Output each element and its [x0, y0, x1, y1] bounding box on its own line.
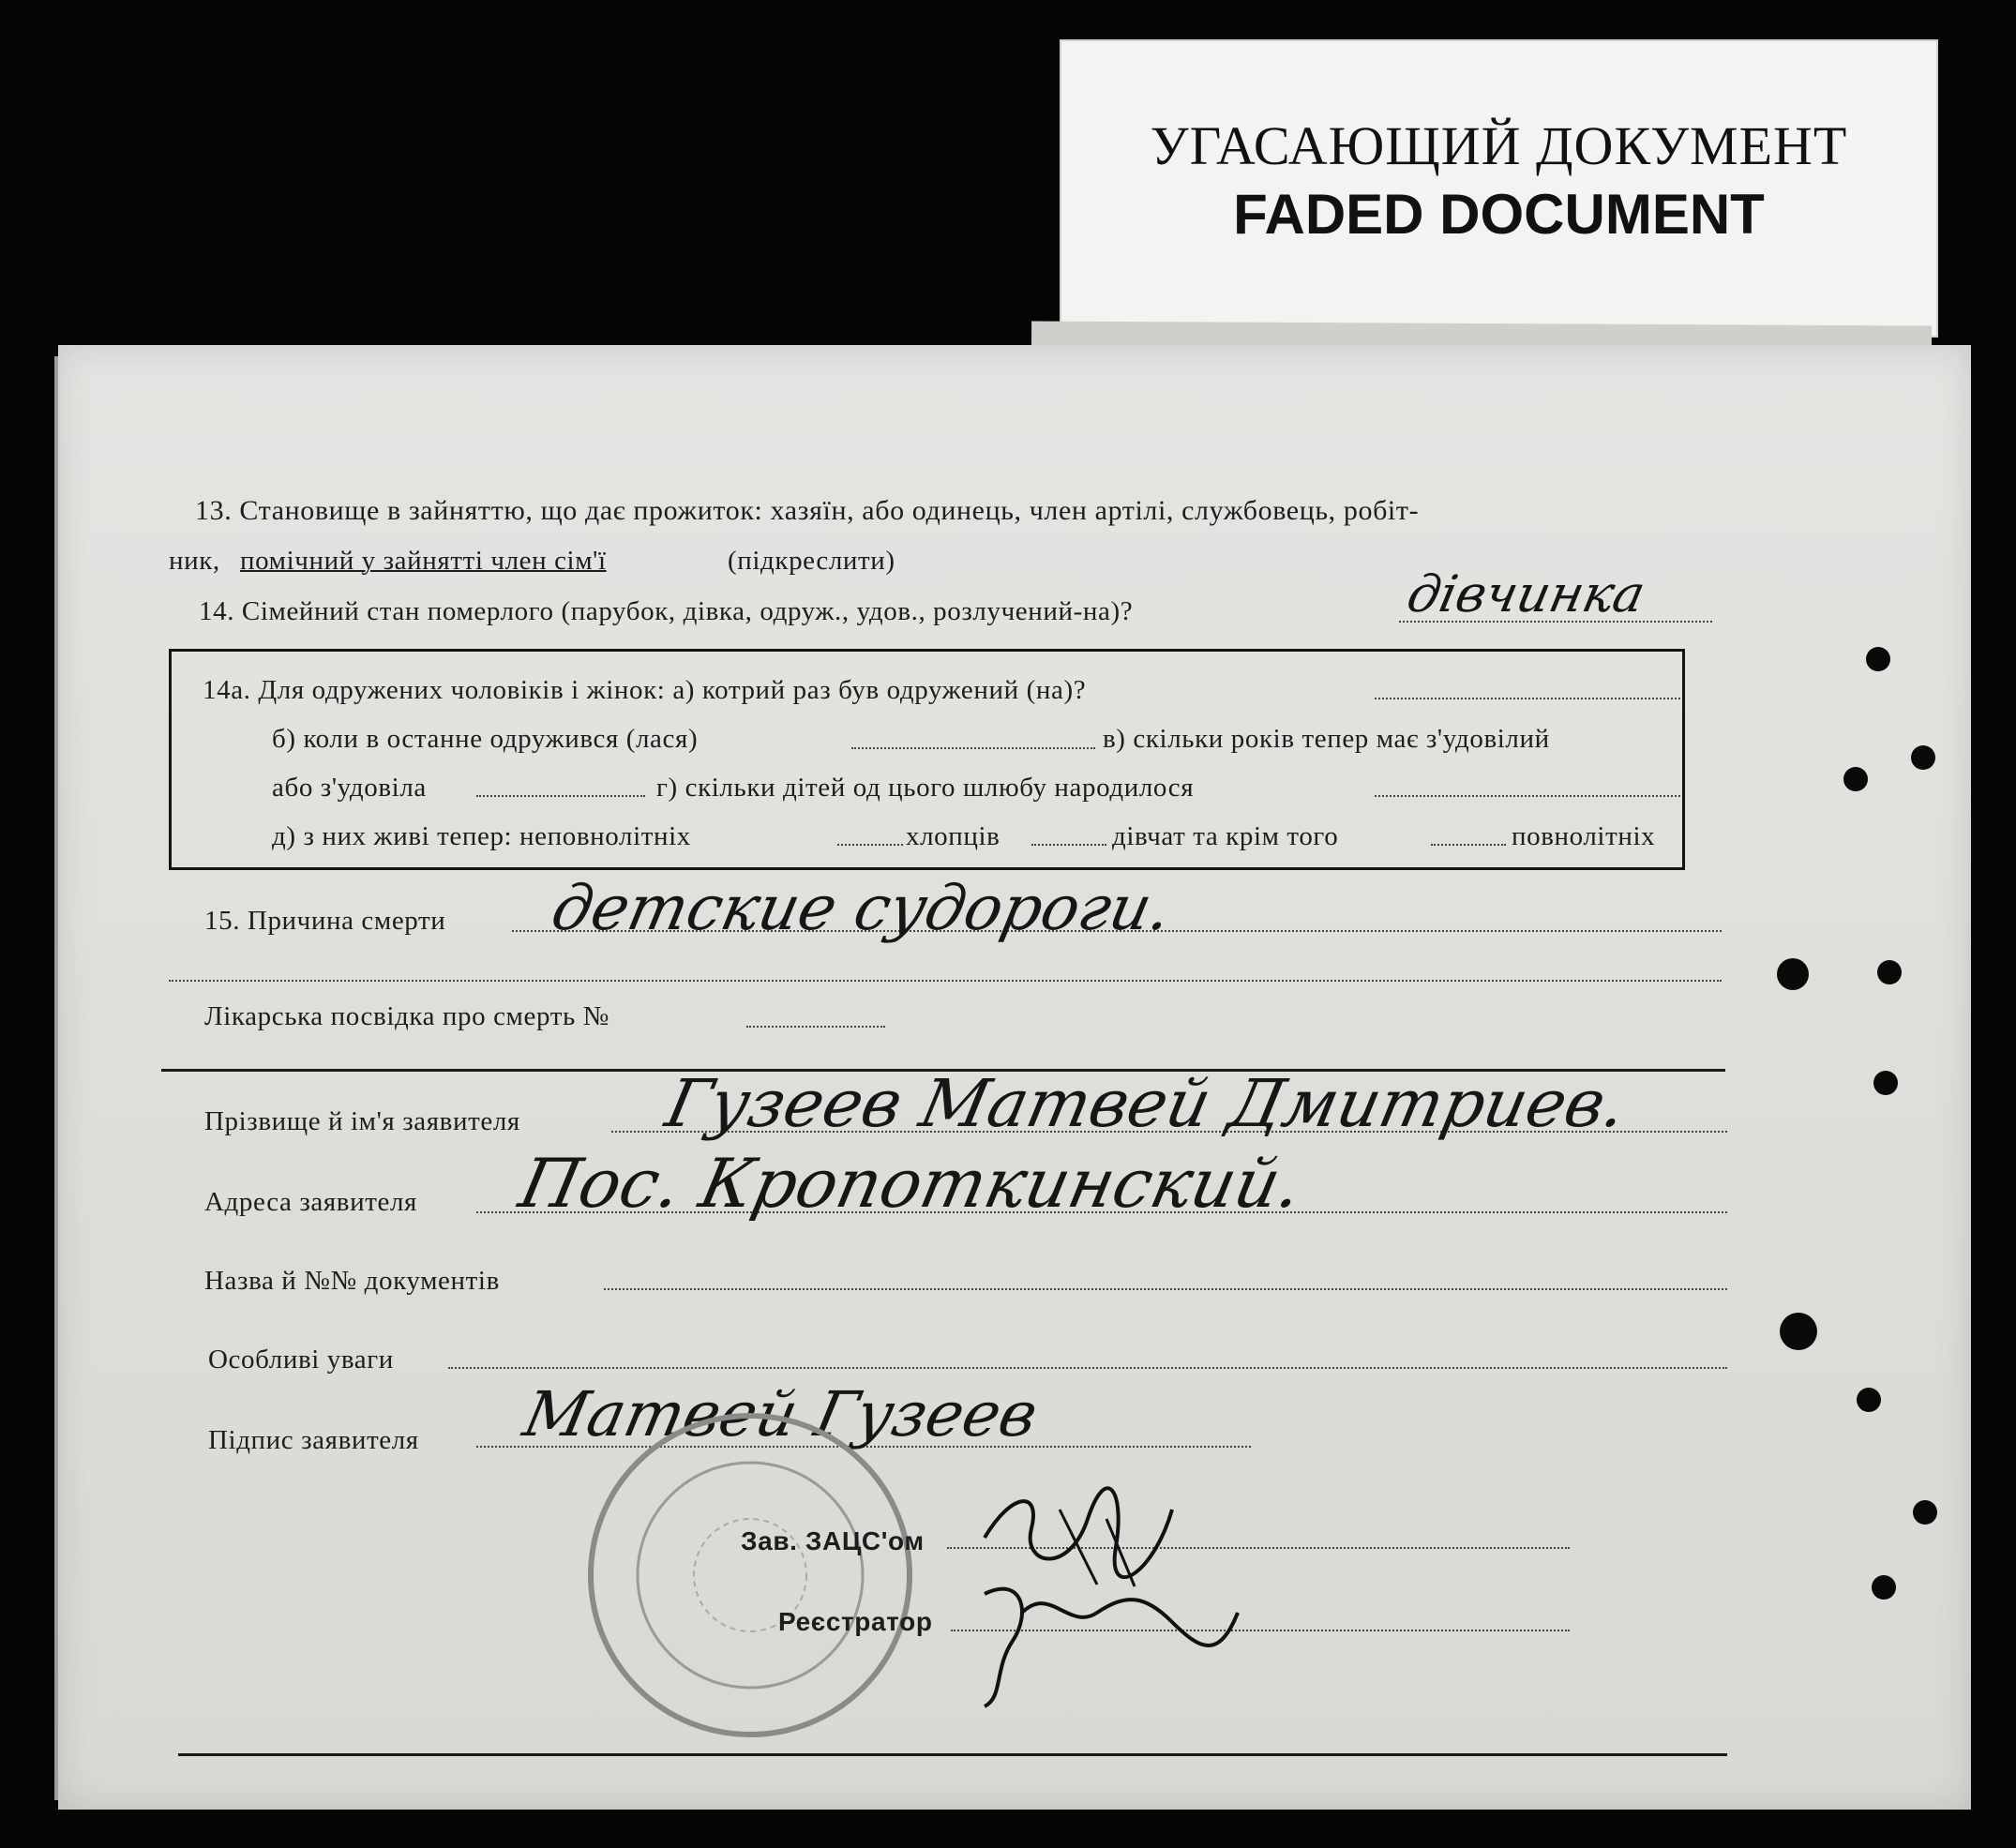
binding-hole: [1911, 745, 1935, 770]
q15-handwritten-value: детские судороги.: [545, 872, 1179, 944]
q14a-line4b: хлопців: [906, 821, 1000, 851]
q14a-field-children: [1375, 795, 1680, 797]
q15-field-line-2: [169, 980, 1722, 982]
medical-certificate-field: [746, 1026, 885, 1028]
binding-hole: [1872, 1575, 1896, 1600]
head-registry-label: Зав. ЗАЦС'ом: [741, 1526, 925, 1555]
applicant-address-handwritten: Пос. Кропоткинский.: [513, 1144, 1310, 1223]
q14a-line2a: б) коли в останне одружився (лася): [272, 724, 699, 754]
applicant-signature-handwritten: Матвей Гузеев: [517, 1378, 1045, 1450]
q14a-line4d: повнолітніх: [1512, 821, 1656, 851]
binding-hole: [1843, 767, 1868, 791]
registrar-signature-scribble: [966, 1556, 1247, 1716]
q14a-field-b: [851, 747, 1095, 749]
registrar-label: Реєстратор: [778, 1607, 933, 1636]
binding-hole: [1777, 958, 1809, 990]
binding-hole: [1873, 1071, 1898, 1095]
q14a-field-a: [1375, 698, 1680, 699]
q14a-field-girls: [1431, 844, 1506, 846]
notice-line-ru: УГАСАЮЩИЙ ДОКУМЕНТ: [1150, 115, 1848, 176]
q13-line2-end: (підкреслити): [728, 546, 895, 576]
remarks-field: [448, 1367, 1727, 1369]
applicant-name-handwritten: Гузеев Матвей Дмитриев.: [659, 1065, 1633, 1142]
q13-line2-start: ник,: [169, 546, 220, 576]
q14a-field-boys: [1031, 844, 1106, 846]
documents-label: Назва й №№ документів: [204, 1266, 500, 1296]
q14a-line2b: в) скільки років тепер має з'удовілий: [1103, 724, 1550, 754]
binding-hole: [1866, 647, 1890, 671]
q14a-field-minors: [837, 844, 903, 846]
applicant-name-label: Прізвище й ім'я заявителя: [204, 1106, 520, 1136]
notice-line-en: FADED DOCUMENT: [1233, 183, 1765, 246]
q14-handwritten-value: дівчинка: [1402, 564, 1651, 624]
q14a-line3b: г) скільки дітей од цього шлюбу народилося: [656, 773, 1195, 803]
applicant-signature-label: Підпис заявителя: [208, 1425, 419, 1455]
faded-document-notice: [1060, 39, 1938, 338]
official-stamp: [581, 1406, 919, 1744]
q14a-line4c: дівчат та крім того: [1112, 821, 1339, 851]
q13-underlined-option: помічний у зайнятті член сім'ї: [240, 546, 607, 576]
q14-label: 14. Сімейний стан померлого (парубок, дівка, одруж., удов., розлучений-на)?: [199, 596, 1134, 626]
q14a-field-widowed: [476, 795, 645, 797]
q14a-line4a: д) з них живі тепер: неповнолітніх: [272, 821, 691, 851]
q15-label: 15. Причина смерти: [204, 906, 446, 936]
section-divider-bottom: [178, 1753, 1727, 1756]
q14a-line3a: або з'удовіла: [272, 773, 427, 803]
q13-line1: 13. Становище в зайняттю, що дає прожиток: хазяїн, або одинець, член артілі, службовець, робіт-: [195, 495, 1420, 526]
binding-hole: [1877, 960, 1902, 984]
medical-certificate-label: Лікарська посвідка про смерть №: [204, 1001, 609, 1031]
remarks-label: Особливі уваги: [208, 1345, 394, 1375]
binding-hole: [1780, 1313, 1817, 1350]
q14a-line1: 14а. Для одружених чоловіків і жінок: а) котрий раз був одружений (на)?: [203, 675, 1087, 705]
binding-hole: [1913, 1500, 1937, 1525]
documents-field: [604, 1288, 1727, 1290]
binding-hole: [1857, 1388, 1881, 1412]
applicant-address-label: Адреса заявителя: [204, 1187, 417, 1217]
